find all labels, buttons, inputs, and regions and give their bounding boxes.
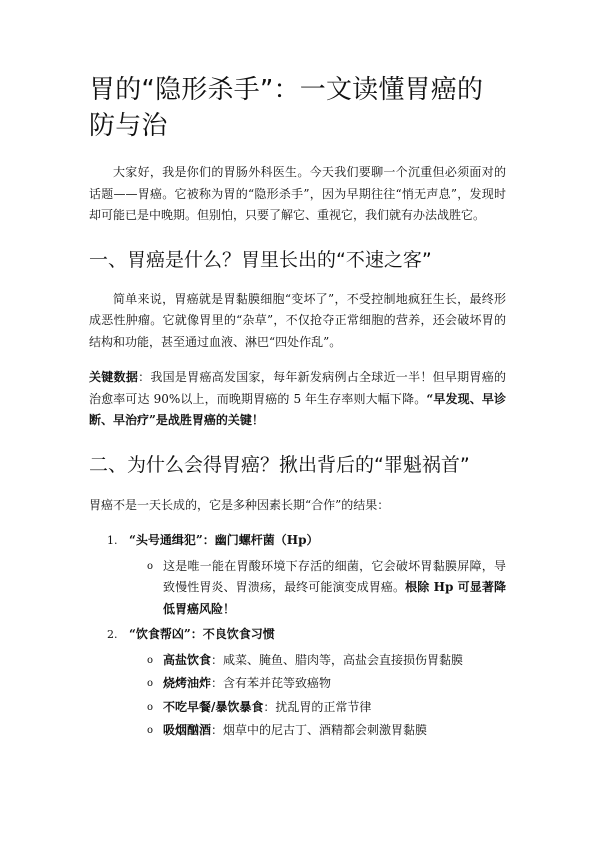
list-item [129, 650, 506, 672]
detail-text: ：烟草中的尼古丁、酒精都会刺激胃黏膜 [211, 723, 428, 737]
detail-text: ：含有苯并芘等致癌物 [211, 676, 332, 690]
bullet-icon: o [147, 678, 154, 689]
causes-list [89, 530, 506, 742]
page-title: 胃的“隐形杀手”：一文读懂胃癌的防与治 [89, 75, 484, 141]
list-number: 1. [107, 534, 118, 547]
key-data-text: ：我国是胃癌高发国家，每年新发病例占全球近一半！但早期胃癌的治愈率可达 90%以上，而晚期胃癌的 5 年生存率则大幅下降。 [89, 370, 506, 406]
section-2-heading: 二、为什么会得胃癌？揪出背后的“罪魁祸首” [89, 453, 470, 476]
detail-text: ：咸菜、腌鱼、腊肉等，高盐会直接损伤胃黏膜 [211, 652, 464, 667]
detail-label: 不吃早餐/暴饮暴食 [163, 699, 264, 714]
detail-text: ：扰乱胃的正常节律 [263, 699, 372, 714]
list-item [89, 624, 506, 742]
key-data-emphasis: “早发现、早诊断、早治疗”是战胜胃癌的关键！ [89, 391, 506, 427]
list-item [89, 530, 506, 620]
detail-label: 高盐饮食 [163, 652, 212, 667]
key-data-label: 关键数据 [89, 370, 139, 384]
cause-details [129, 556, 506, 621]
bullet-icon: o [147, 725, 154, 736]
intro-paragraph: 大家好，我是你们的胃肠外科医生。今天我们要聊一个沉重但必须面对的话题——胃癌。它被称为胃的“隐形杀手”，因为早期往往“悄无声息”，发现时却可能已是中晚期。但别怕，只要了解它、重视它，我们就有办法战胜它。 [89, 165, 506, 222]
list-number: 2. [107, 628, 118, 641]
list-item [129, 556, 506, 621]
cause-title: “饮食帮凶”：不良饮食习惯 [129, 627, 275, 641]
detail-label: 烧烤油炸 [163, 676, 212, 690]
section-1-paragraph: 简单来说，胃癌就是胃黏膜细胞“变坏了”，不受控制地疯狂生长，最终形成恶性肿瘤。它就像胃里的“杂草”，不仅抢夺正常细胞的营养，还会破坏胃的结构和功能，甚至通过血液、淋巴“四处作乱”。 [89, 291, 506, 349]
bullet-icon: o [147, 560, 154, 572]
section-1-heading: 一、胃癌是什么？胃里长出的“不速之客” [89, 248, 432, 271]
list-item [129, 673, 506, 695]
detail-text: 这是唯一能在胃酸环境下存活的细菌，它会破坏胃黏膜屏障，导致慢性胃炎、胃溃疡，最终可能演变成胃癌。 [163, 558, 506, 594]
bullet-icon: o [147, 701, 154, 713]
detail-label: 吸烟酗酒 [163, 723, 212, 737]
cause-details [129, 650, 506, 742]
list-item [129, 720, 506, 742]
detail-emphasis: 根除 Hp 可显著降低胃癌风险！ [163, 580, 506, 616]
cause-title: “头号通缉犯”：幽门螺杆菌（Hp） [129, 533, 319, 547]
section-2-intro: 胃癌不是一天长成的，它是多种因素长期“合作”的结果： [89, 497, 390, 512]
bullet-icon: o [147, 654, 154, 666]
list-item [129, 697, 506, 719]
key-data-paragraph [89, 367, 506, 432]
